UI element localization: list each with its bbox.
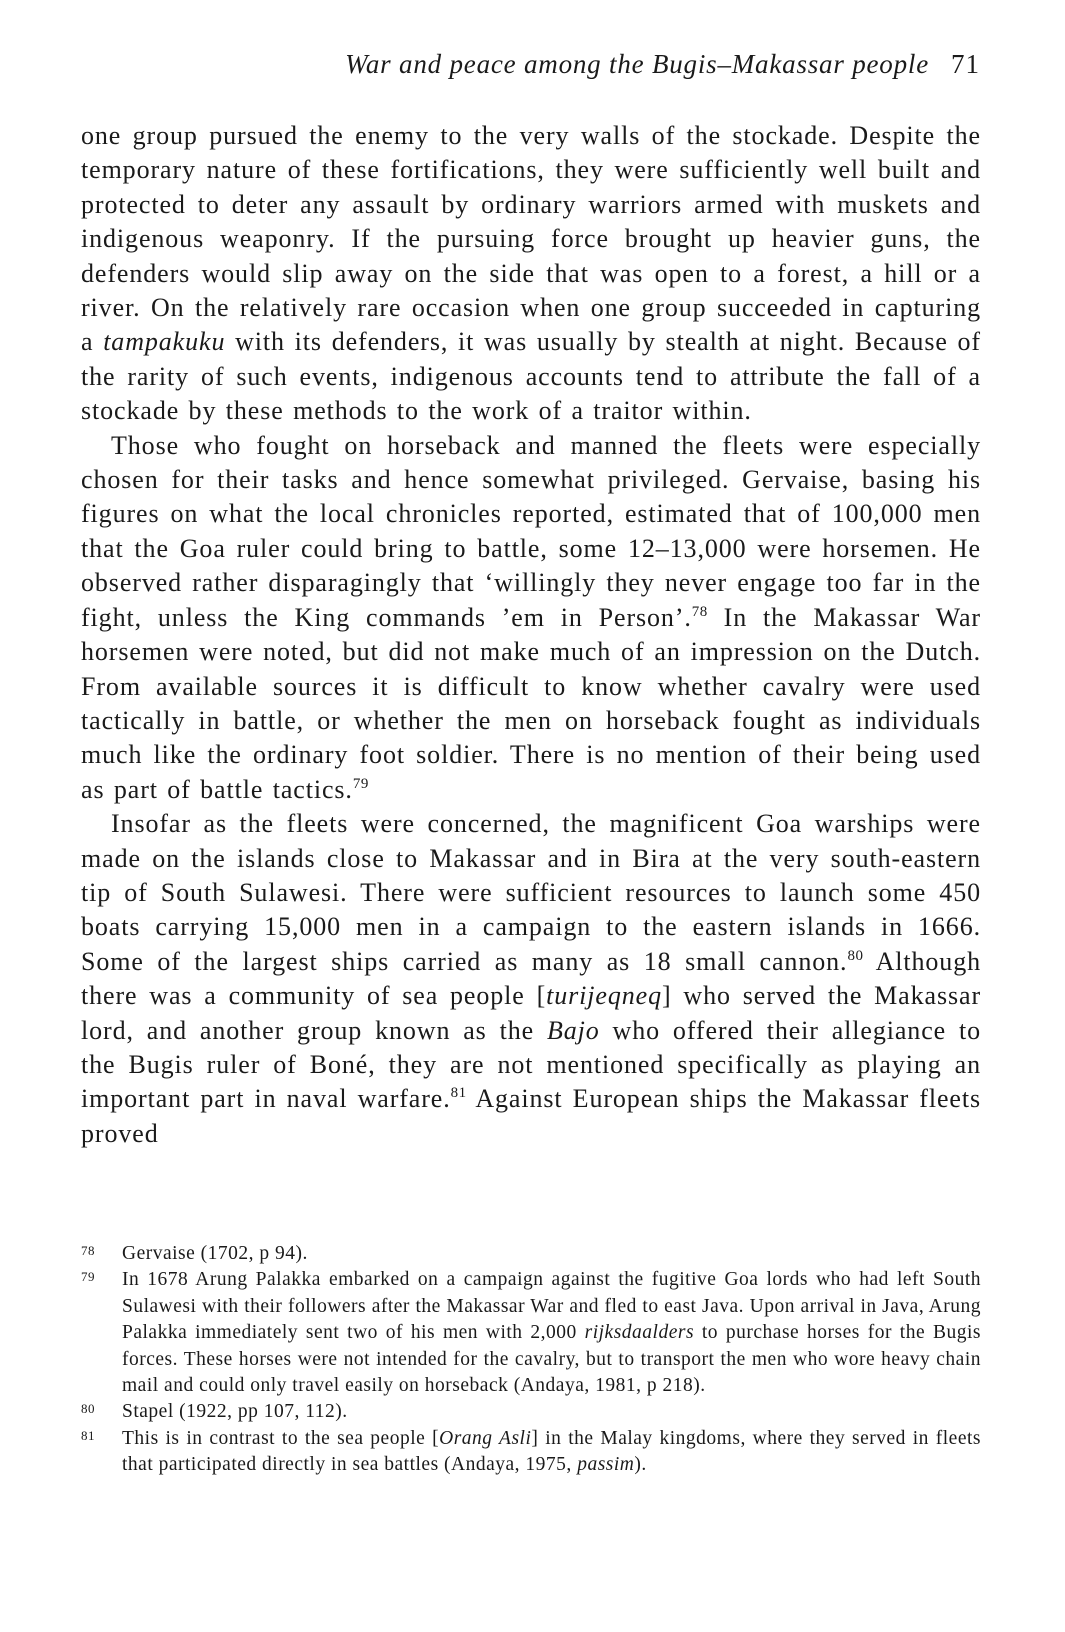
text-run: who offered their allegiance to the Bugis ruler of Boné, they are not mentioned specifically as playing an important part in naval warfare. <box>81 1015 982 1114</box>
footnote-text <box>122 1426 981 1479</box>
text-run: Insofar as the fleets were concerned, the magnificent Goa warships were made on the islands close to Makassar and in Bira at the very south-eastern tip of South Sulawesi. There were sufficient resources to launch some 450 boats carrying 15,000 men in a campaign to the eastern islands in 1666. Some of the largest ships carried as many as 18 small cannon. <box>81 809 981 976</box>
text-run: Gervaise (1702, p 94). <box>122 1243 308 1264</box>
footnote-number: 80 <box>81 1401 95 1417</box>
footnote-ref: 79 <box>352 775 369 792</box>
footnote-ref: 81 <box>450 1085 467 1102</box>
text-run: one group pursued the enemy to the very walls of the stockade. Despite the temporary nature of these fortifications, they were sufficiently well built and protected to deter any assault by ordinary warriors armed with muskets and indigenous weaponry. If the pursuing force brought up heavier guns, the defenders would slip away on the side that was open to a forest, a hill or a river. On the relatively rare occasion when one group succeeded in capturing a <box>81 121 981 357</box>
running-head <box>80 44 980 84</box>
italic-text-run: tampakuku <box>103 327 226 357</box>
footnote <box>81 1399 981 1425</box>
body-text <box>81 119 981 1151</box>
page-number: 71 <box>951 49 980 79</box>
footnote-ref: 78 <box>691 603 708 620</box>
footnote-number: 79 <box>81 1269 95 1285</box>
footnote <box>81 1267 981 1399</box>
text-run: ). <box>634 1454 647 1476</box>
paragraph-1 <box>81 119 981 429</box>
text-run: ] in the Malay kingdoms, where they served in fleets that participated directly in sea battles (Andaya, 1975, <box>122 1427 981 1476</box>
footnotes <box>81 1241 981 1479</box>
footnote <box>81 1426 981 1479</box>
text-run: In the Makassar War horsemen were noted, but did not make much of an impression on the Dutch. From available sources it is difficult to know whether cavalry were used tactically in battle, or whether the men on horseback fought as individuals much like the ordinary foot soldier. There is no mention of their being used as part of battle tactics. <box>81 602 981 804</box>
footnote-text <box>122 1399 981 1425</box>
text-run: This is in contrast to the sea people [ <box>122 1427 440 1449</box>
paragraph-3 <box>81 807 981 1151</box>
footnote <box>81 1241 981 1267</box>
text-run: ] who served the Makassar lord, and another group known as the <box>81 981 981 1045</box>
footnote-number: 81 <box>81 1427 95 1443</box>
paragraph-2 <box>81 429 981 807</box>
footnote-number: 78 <box>81 1243 95 1258</box>
footnote-ref: 80 <box>847 947 864 964</box>
text-run: Those who fought on horseback and manned the fleets were especially chosen for their tasks and hence somewhat privileged. Gervaise, basing his figures on what the local chronicles reported, estimated that of 100,000 men that the Goa ruler could bring to battle, some 12–13,000 were horsemen. He observed rather disparagingly that ‘willingly they never engage too far in the fight, unless the King commands ’em in Person’. <box>81 430 981 632</box>
italic-text-run: passim <box>577 1454 635 1476</box>
text-run: with its defenders, it was usually by stealth at night. Because of the rarity of such events, indigenous accounts tend to attribute the fall of a stockade by these methods to the work of a traitor within. <box>81 327 981 426</box>
text-run: Against European ships the Makassar fleets proved <box>81 1084 981 1148</box>
text-run: Stapel (1922, pp 107, 112). <box>122 1401 348 1423</box>
text-run: In 1678 Arung Palakka embarked on a campaign against the fugitive Goa lords who had left South Sulawesi with their followers after the Makassar War and fled to east Java. Upon arrival in Java, Arung Palakka immediately sent two of his men with 2,000 <box>122 1269 981 1344</box>
italic-text-run: Orang Asli <box>439 1427 532 1449</box>
italic-text-run: Bajo <box>546 1015 600 1045</box>
running-head-title: War and peace among the Bugis–Makassar people <box>345 49 929 79</box>
text-run: to purchase horses for the Bugis forces. These horses were not intended for the cavalry, but to transport the men who wore heavy chain mail and could only travel easily on horseback (Andaya, 1981, p 218). <box>122 1322 981 1397</box>
text-run: Although there was a community of sea people [ <box>81 946 982 1011</box>
italic-text-run: turijeqneq <box>546 981 663 1011</box>
italic-text-run: rijksdaalders <box>584 1322 695 1344</box>
footnote-text <box>122 1267 981 1399</box>
footnote-text <box>122 1241 981 1267</box>
